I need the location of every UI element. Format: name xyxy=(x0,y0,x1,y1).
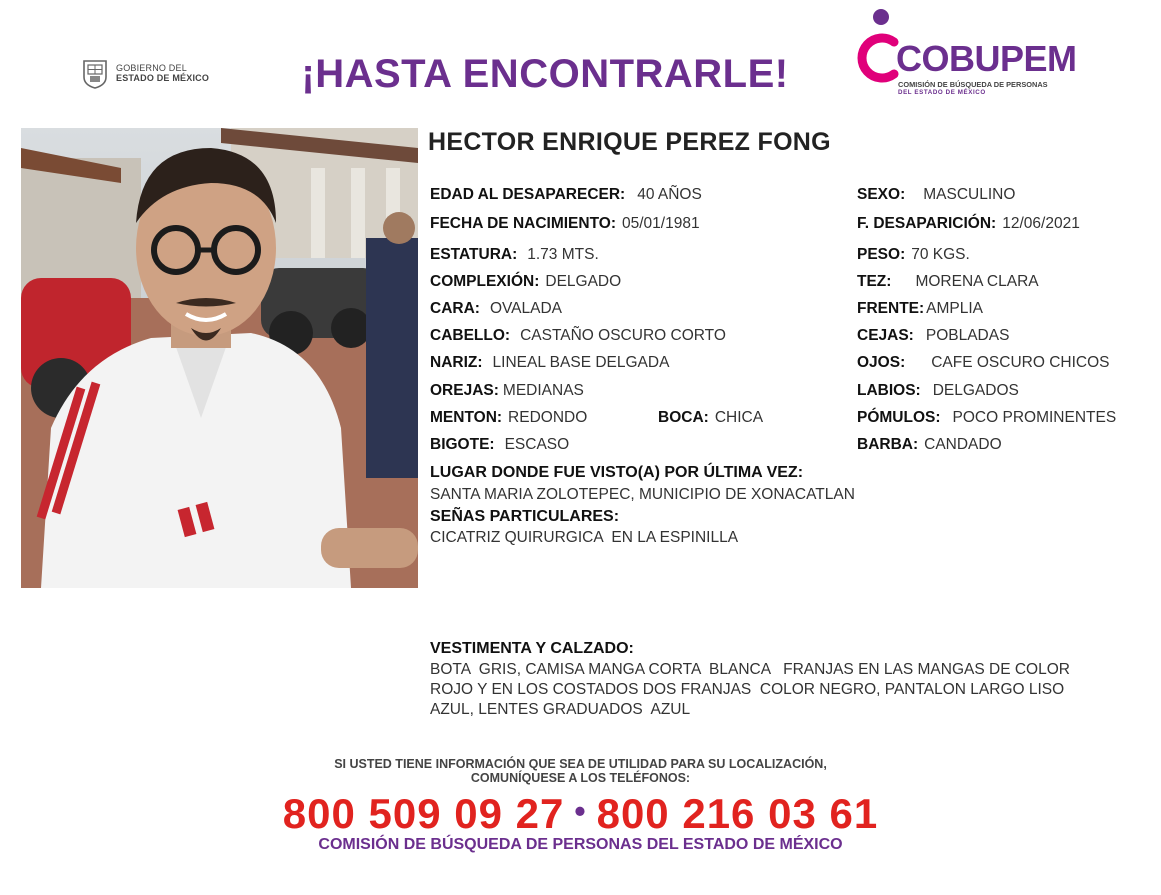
agency-name: COMISIÓN DE BÚSQUEDA DE PERSONAS DEL ESTADO DE MÉXICO xyxy=(318,836,843,853)
field-ojos: OJOS: CAFE OSCURO CHICOS xyxy=(857,354,1110,371)
last-seen-label: LUGAR DONDE FUE VISTO(A) POR ÚLTIMA VEZ: xyxy=(430,464,804,481)
field-orejas: OREJAS: MEDIANAS xyxy=(430,382,584,399)
headline: ¡HASTA ENCONTRARLE! xyxy=(301,52,789,96)
marks-label: SEÑAS PARTICULARES: xyxy=(430,508,620,525)
field-bigote: BIGOTE: ESCASO xyxy=(430,436,570,453)
phone-numbers xyxy=(0,790,1161,838)
cobupem-wordmark: COBUPEM xyxy=(896,38,1077,79)
field-edad: EDAD AL DESAPARECER: 40 AÑOS xyxy=(430,186,702,203)
field-frente: FRENTE: AMPLIA xyxy=(857,300,984,317)
field-estatura: ESTATURA: 1.73 MTS. xyxy=(430,246,599,263)
marks-value: CICATRIZ QUIRURGICA EN LA ESPINILLA xyxy=(430,529,739,546)
field-tez: TEZ: MORENA CLARA xyxy=(857,273,1039,290)
field-complexion: COMPLEXIÓN: DELGADO xyxy=(430,273,622,290)
clothing-label: VESTIMENTA Y CALZADO: xyxy=(430,640,634,657)
government-logo xyxy=(80,55,240,91)
clothing-line-2: ROJO Y EN LOS COSTADOS DOS FRANJAS COLOR NEGRO, PANTALON LARGO LISO xyxy=(430,681,1065,698)
contact-info-line-2: COMUNÍQUESE A LOS TELÉFONOS: xyxy=(470,771,691,785)
field-nacimiento: FECHA DE NACIMIENTO: 05/01/1981 xyxy=(430,215,700,232)
state-seal-icon xyxy=(80,57,110,89)
field-boca: BOCA: CHICA xyxy=(658,409,764,426)
field-pomulos: PÓMULOS: POCO PROMINENTES xyxy=(857,409,1117,426)
field-sexo: SEXO: MASCULINO xyxy=(857,186,1016,203)
cobupem-subtitle-2: DEL ESTADO DE MÉXICO xyxy=(898,89,986,96)
field-cabello: CABELLO: CASTAÑO OSCURO CORTO xyxy=(430,327,726,344)
phone-number-1[interactable]: 800 509 09 27 xyxy=(282,790,565,837)
clothing-line-3: AZUL, LENTES GRADUADOS AZUL xyxy=(430,701,691,718)
person-name: HECTOR ENRIQUE PEREZ FONG xyxy=(428,128,831,156)
field-cejas: CEJAS: POBLADAS xyxy=(857,327,1010,344)
contact-info-line-1: SI USTED TIENE INFORMACIÓN QUE SEA DE UTILIDAD PARA SU LOCALIZACIÓN, xyxy=(334,757,827,771)
gov-line-1: GOBIERNO DEL xyxy=(116,63,187,73)
field-cara: CARA: OVALADA xyxy=(430,300,563,317)
clothing-line-1: BOTA GRIS, CAMISA MANGA CORTA BLANCA FRANJAS EN LAS MANGAS DE COLOR xyxy=(430,661,1070,678)
phone-number-2[interactable]: 800 216 03 61 xyxy=(596,790,879,837)
contact-info-text xyxy=(0,757,1161,785)
phone-separator: • xyxy=(574,793,587,829)
last-seen-value: SANTA MARIA ZOLOTEPEC, MUNICIPIO DE XONACATLAN xyxy=(430,486,855,503)
field-desaparicion: F. DESAPARICIÓN: 12/06/2021 xyxy=(857,215,1080,232)
cobupem-subtitle-1: COMISIÓN DE BÚSQUEDA DE PERSONAS xyxy=(898,80,1048,89)
person-photo xyxy=(21,128,418,588)
gov-line-2: ESTADO DE MÉXICO xyxy=(116,73,210,83)
cobupem-logo xyxy=(848,8,1077,103)
field-menton: MENTON: REDONDO xyxy=(430,409,588,426)
field-barba: BARBA: CANDADO xyxy=(857,436,1002,453)
field-labios: LABIOS: DELGADOS xyxy=(857,382,1019,399)
field-peso: PESO: 70 KGS. xyxy=(857,246,970,263)
field-nariz: NARIZ: LINEAL BASE DELGADA xyxy=(430,354,670,371)
